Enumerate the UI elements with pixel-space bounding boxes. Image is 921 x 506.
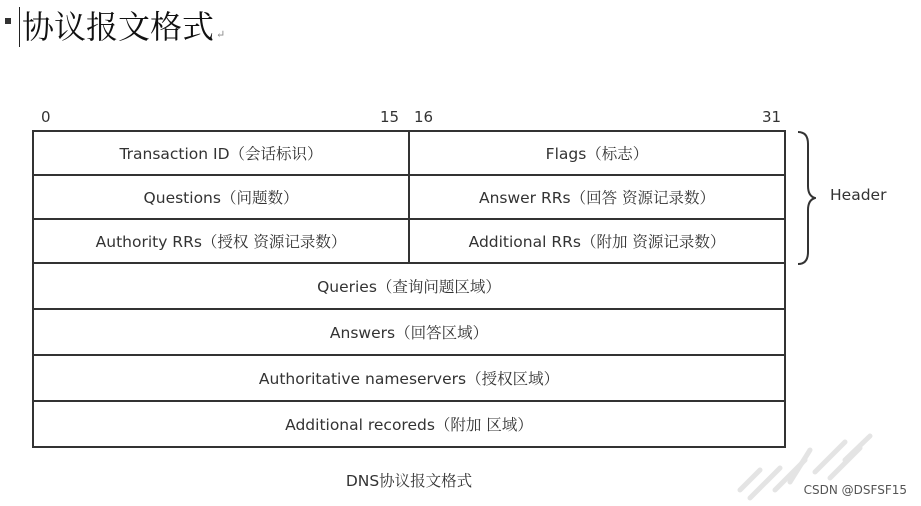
header-row-3	[34, 220, 786, 264]
field-additional-records: Additional recoreds（附加 区域）	[34, 402, 786, 446]
bit-label-16: 16	[414, 108, 434, 126]
header-brace-icon	[796, 130, 816, 266]
page-title-text: 协议报文格式	[22, 8, 215, 46]
diagram-caption: DNS协议报文格式	[345, 472, 473, 490]
header-row-1	[34, 132, 786, 176]
paragraph-mark-icon: ↵	[216, 28, 226, 41]
text-caret	[19, 7, 20, 47]
section-row-answers	[34, 310, 786, 356]
field-authority-rrs: Authority RRs（授权 资源记录数）	[34, 220, 410, 262]
section-row-queries	[34, 264, 786, 310]
field-answers: Answers（回答区域）	[34, 310, 786, 354]
bit-label-15: 15	[380, 108, 400, 126]
header-label: Header	[830, 186, 887, 204]
section-row-authoritative	[34, 356, 786, 402]
field-additional-rrs: Additional RRs（附加 资源记录数）	[410, 220, 786, 262]
bullet-icon	[5, 18, 11, 24]
section-row-additional	[34, 402, 786, 448]
dns-packet-diagram	[32, 130, 786, 448]
field-transaction-id: Transaction ID（会话标识）	[34, 132, 410, 174]
field-answer-rrs: Answer RRs（回答 资源记录数）	[410, 176, 786, 218]
header-row-2	[34, 176, 786, 220]
field-flags: Flags（标志）	[410, 132, 786, 174]
bit-label-31: 31	[762, 108, 782, 126]
field-questions: Questions（问题数）	[34, 176, 410, 218]
bit-label-0: 0	[41, 108, 51, 126]
page-title	[22, 7, 225, 55]
field-authoritative-nameservers: Authoritative nameservers（授权区域）	[34, 356, 786, 400]
credit-text: CSDN @DSFSF15	[803, 483, 907, 497]
field-queries: Queries（查询问题区域）	[34, 264, 786, 308]
